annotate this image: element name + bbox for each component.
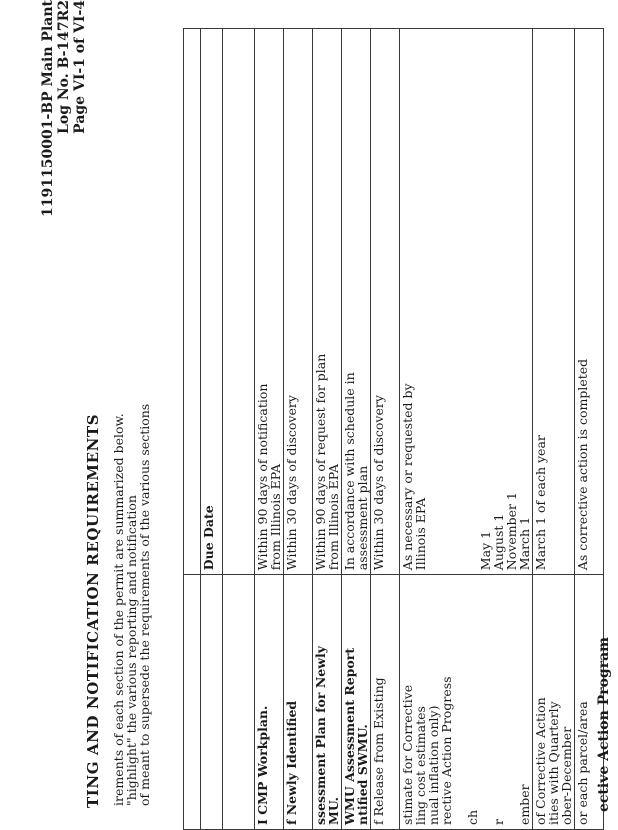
requirement-text: ssessment Plan for Newly: [313, 646, 328, 825]
requirement-text: ntified SWMU.: [355, 724, 370, 825]
requirement-text: f Release from Existing: [371, 677, 386, 825]
due-date-cell: [400, 29, 533, 575]
due-date-text: May 1: [478, 530, 493, 571]
due-date-text: Illinois EPA: [413, 497, 428, 571]
due-date-cell: [371, 29, 400, 575]
page-title: TING AND NOTIFICATION REQUIREMENTS: [84, 413, 102, 808]
requirement-cell: [342, 575, 371, 830]
due-date-text: [298, 33, 311, 570]
due-date-text: Within 30 days of discovery: [371, 395, 386, 571]
table-cell: [184, 29, 201, 575]
requirement-cell: [533, 575, 575, 830]
requirement-text: MU.: [326, 797, 341, 825]
log-number: Log No. B-147R2: [56, 0, 72, 134]
requirement-text: ch: [465, 809, 480, 825]
requirement-text: rective Action Progress: [439, 676, 454, 825]
requirement-text: [298, 579, 311, 825]
due-date-text: November 1: [504, 492, 519, 571]
requirement-text: nual inflation only): [426, 705, 441, 825]
requirement-text: stimate for Corrective: [400, 684, 415, 825]
requirement-text: [453, 579, 466, 825]
doc-id: 1191150001-BP Main Plant: [40, 0, 56, 217]
intro-line: of meant to supersede the requirements of the various sections: [137, 403, 152, 806]
requirement-cell: [255, 575, 284, 830]
due-date-text: August 1: [491, 513, 506, 571]
due-date-text: [547, 33, 560, 570]
requirement-text: I CMP Workplan.: [255, 705, 270, 825]
requirement-text: [479, 579, 492, 825]
due-date-text: As necessary or requested by: [400, 383, 415, 571]
due-date-text: [440, 33, 453, 570]
intro-line: irements of each section of the permit are summarized below.: [111, 413, 126, 806]
requirement-text: ember: [517, 784, 532, 825]
due-date-text: [427, 33, 440, 570]
requirements-table: [183, 28, 604, 830]
due-date-text: [385, 33, 398, 570]
table-row: [255, 29, 284, 830]
due-date-cell: [575, 29, 604, 575]
requirement-text: ober-December: [559, 726, 574, 825]
requirement-text: ling cost estimates: [413, 706, 428, 825]
requirement-text: [385, 579, 398, 825]
requirement-text: or each parcel/area: [575, 701, 590, 825]
due-date-text: Within 30 days of discovery: [284, 395, 299, 571]
requirement-text: [269, 579, 282, 825]
table-row: [284, 29, 313, 830]
table-cell: [223, 29, 255, 575]
due-date-text: In accordance with schedule in: [342, 372, 357, 571]
requirement-text: WMU Assessment Report: [342, 647, 357, 825]
due-date-text: Within 90 days of notification: [255, 383, 270, 571]
requirement-text: ities with Quarterly: [546, 701, 561, 825]
intro-paragraph: [112, 404, 151, 806]
due-date-text: [466, 33, 479, 570]
requirement-text: of Corrective Action: [533, 697, 548, 825]
intro-line: "highlight" the various reporting and notification: [124, 495, 139, 806]
requirement-cell: [284, 575, 313, 830]
due-date-text: [560, 33, 573, 570]
due-date-cell: [533, 29, 575, 575]
due-date-cell: [284, 29, 313, 575]
requirement-cell: [313, 575, 342, 830]
requirement-text: r: [491, 819, 506, 825]
due-date-text: from Illinois EPA: [326, 463, 341, 571]
requirement-text: f Newly Identified: [284, 700, 299, 825]
due-date-text: Within 90 days of request for plan: [313, 353, 328, 571]
table-row: [400, 29, 533, 830]
table-spacer-row: [223, 29, 255, 830]
due-date-text: [589, 33, 602, 570]
table-row: [313, 29, 342, 830]
due-date-text: March 1 of each year: [533, 435, 548, 571]
due-date-text: assessment plan: [355, 465, 370, 571]
table-cell: [184, 575, 201, 830]
header-requirement: [201, 575, 223, 830]
requirement-cell: [371, 575, 400, 830]
document-header: [40, 0, 88, 217]
due-date-text: March 1: [517, 516, 532, 571]
table-cell: [223, 575, 255, 830]
due-date-cell: [255, 29, 284, 575]
table-top-row: [184, 29, 201, 830]
header-due-date: Due Date: [201, 29, 223, 575]
table-row: [371, 29, 400, 830]
table-row: [342, 29, 371, 830]
due-date-text: from Illinois EPA: [268, 463, 283, 571]
section-heading: ective Action Program: [596, 637, 612, 812]
table-row: [533, 29, 575, 830]
due-date-text: [453, 33, 466, 570]
page-number: Page VI-1 of VI-4: [72, 0, 88, 134]
due-date-cell: [342, 29, 371, 575]
requirement-cell: [400, 575, 533, 830]
due-date-text: As corrective action is completed: [575, 358, 590, 571]
due-date-cell: [313, 29, 342, 575]
table-header-row: [201, 29, 223, 830]
